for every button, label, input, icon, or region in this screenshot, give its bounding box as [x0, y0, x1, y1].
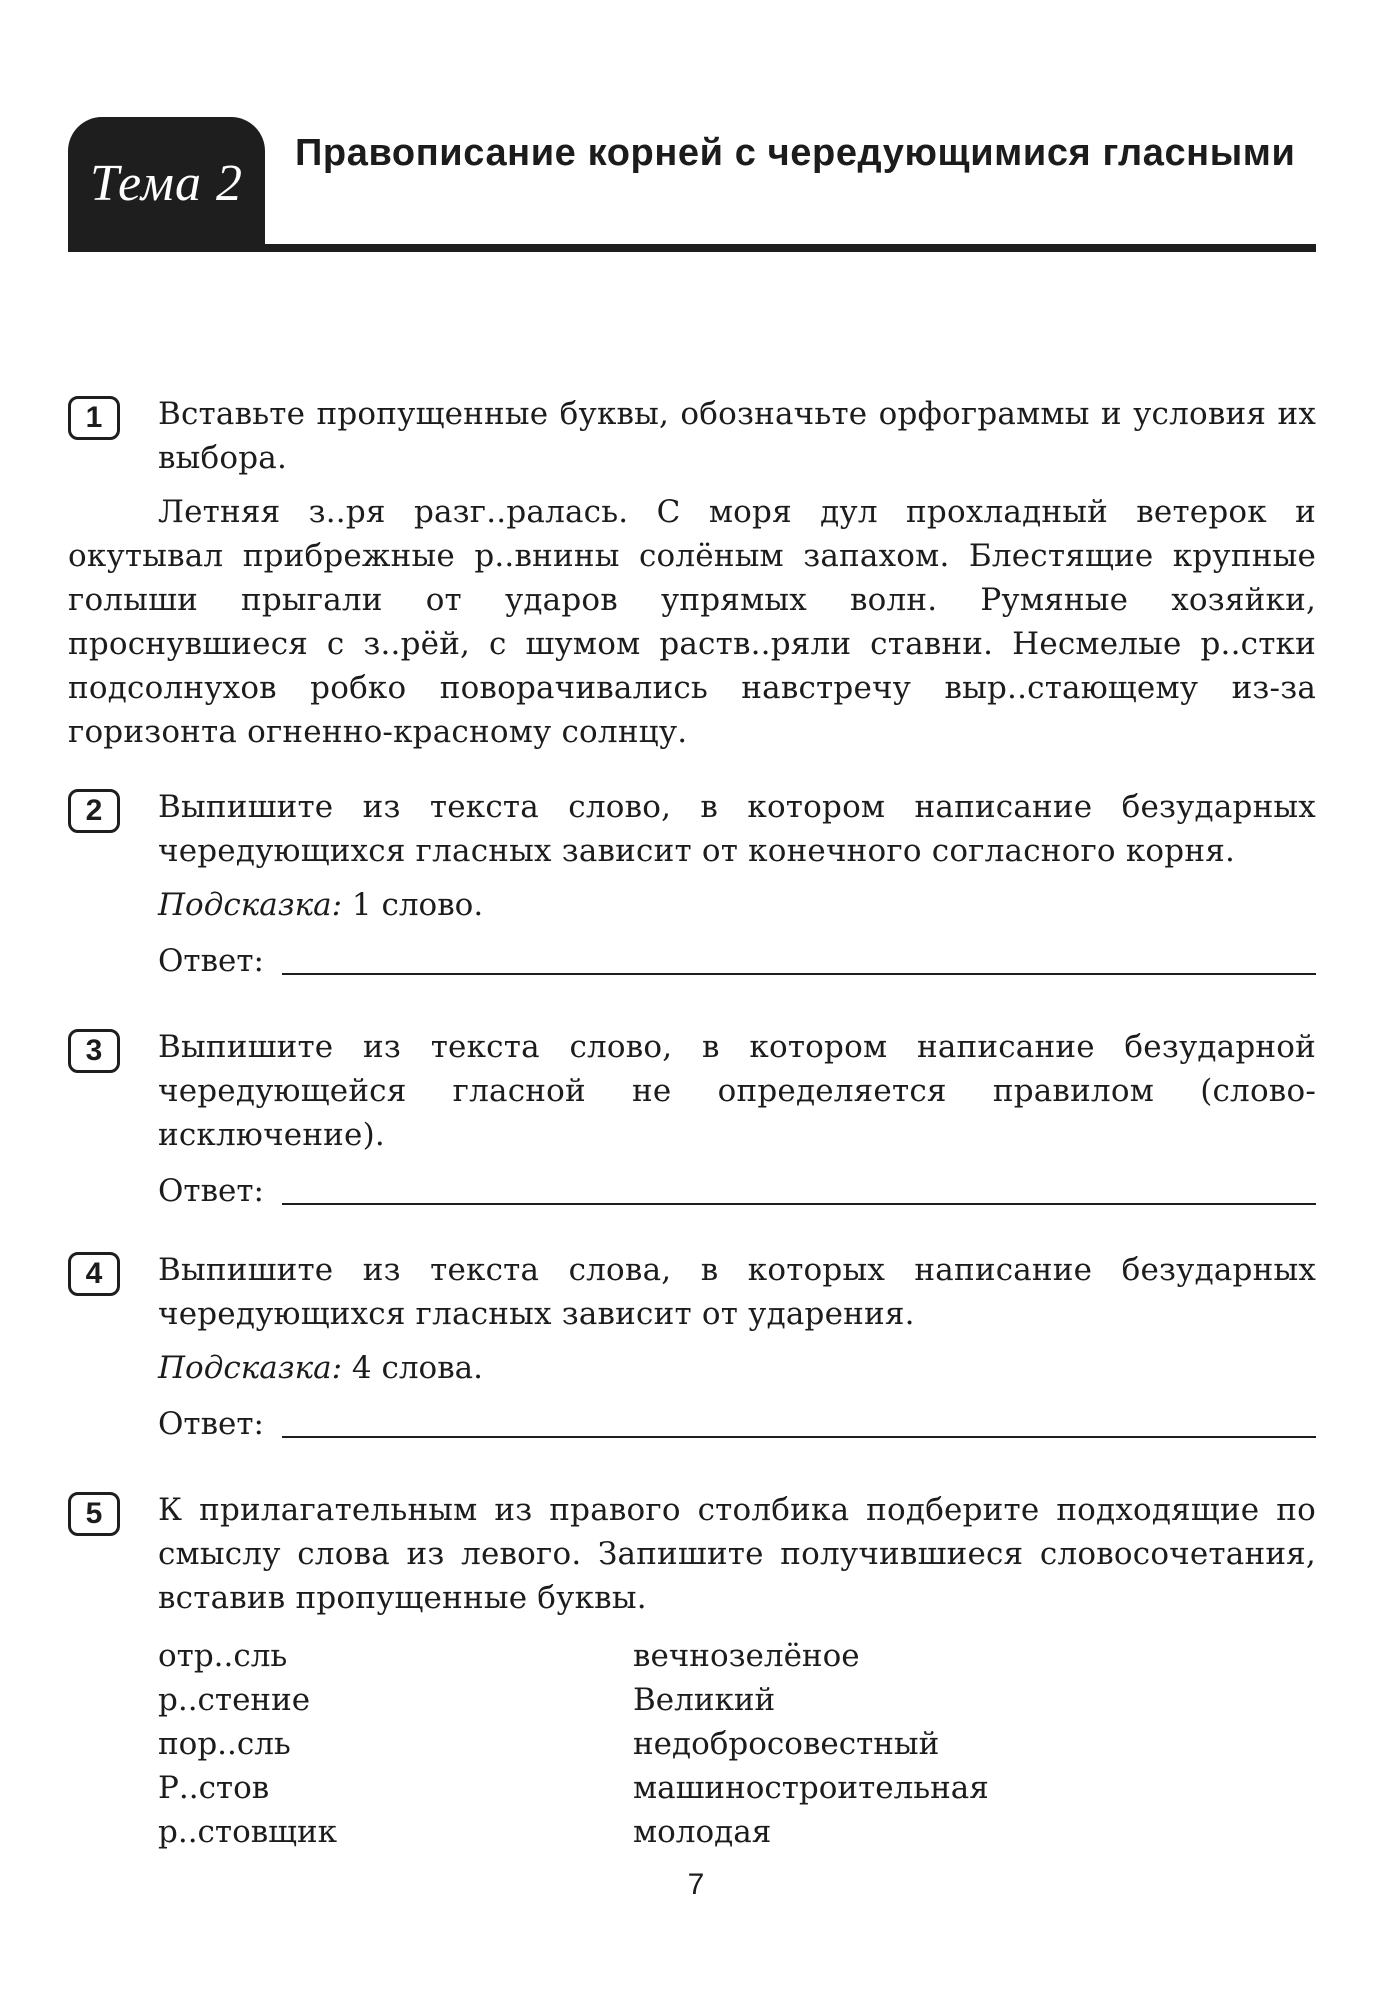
- right-word: вечнозелёное: [633, 1638, 860, 1674]
- word-columns: [158, 1634, 1316, 1854]
- hint-label: Подсказка:: [158, 887, 343, 923]
- task-1: [68, 392, 1316, 754]
- right-word: машиностроительная: [633, 1770, 989, 1806]
- task-3: [68, 1025, 1316, 1213]
- left-word: пор..сль: [158, 1726, 291, 1762]
- task-number-box: 3: [68, 1029, 120, 1073]
- task-number-box: 2: [68, 789, 120, 833]
- topic-tab: [68, 117, 265, 249]
- answer-label: Ответ:: [158, 1406, 264, 1442]
- right-column: [633, 1634, 1316, 1854]
- topic-label: Тема 2: [89, 154, 243, 212]
- answer-line[interactable]: [282, 1435, 1316, 1438]
- left-word: Р..стов: [158, 1770, 270, 1806]
- answer-line[interactable]: [282, 1202, 1316, 1205]
- left-word: р..стовщик: [158, 1814, 338, 1850]
- task-number-box: 4: [68, 1252, 120, 1296]
- left-word: р..стение: [158, 1682, 311, 1718]
- answer-line[interactable]: [282, 972, 1316, 975]
- left-word: отр..сль: [158, 1638, 288, 1674]
- header-divider: [68, 244, 1316, 252]
- task-instruction: Выпишите из текста слова, в которых написание безударных чередующихся гласных зависит от ударения.: [158, 1252, 1316, 1332]
- page-number: 7: [687, 1868, 705, 1901]
- right-word: недобросовестный: [633, 1726, 940, 1762]
- topic-title: Правописание корней с чередующимися гласными: [295, 132, 1296, 174]
- task-instruction: Выпишите из текста слово, в котором написание безударной чередующейся гласной не определяется правилом (слово-исключение).: [158, 1029, 1316, 1153]
- task-hint: [158, 1346, 1316, 1390]
- task-instruction: К прилагательным из правого столбика подберите подходящие по смыслу слова из левого. Запишите получившиеся словосочетания, вставив пропущенные буквы.: [158, 1492, 1316, 1616]
- right-word: молодая: [633, 1814, 772, 1850]
- hint-value: 1 слово.: [351, 887, 484, 923]
- task-instruction: Вставьте пропущенные буквы, обозначьте орфограммы и условия их выбора.: [158, 396, 1316, 476]
- task-4: [68, 1248, 1316, 1446]
- answer-row: [158, 1402, 1316, 1446]
- answer-label: Ответ:: [158, 1173, 264, 1209]
- task-number-box: 5: [68, 1492, 120, 1536]
- task-2: [68, 785, 1316, 983]
- hint-value: 4 слова.: [351, 1350, 484, 1386]
- hint-label: Подсказка:: [158, 1350, 343, 1386]
- left-column: [158, 1634, 633, 1854]
- answer-label: Ответ:: [158, 943, 264, 979]
- right-word: Великий: [633, 1682, 776, 1718]
- task-instruction: Выпишите из текста слово, в котором написание безударных чередующихся гласных зависит от конечного согласного корня.: [158, 789, 1316, 869]
- answer-row: [158, 939, 1316, 983]
- task-hint: [158, 883, 1316, 927]
- task-5: [68, 1488, 1316, 1854]
- answer-row: [158, 1169, 1316, 1213]
- task-text: Летняя з..ря разг..ралась. С моря дул прохладный ветерок и окутывал прибрежные р..внины солёным запахом. Блестящие крупные голыши прыгали от ударов упрямых волн. Румяные хозяйки, проснувшиеся с з..рёй, с шумом раств..ряли ставни. Несмелые р..стки подсолнухов робко поворачивались навстречу выр..стающему из-за горизонта огненно-красному солнцу.: [68, 494, 1316, 750]
- task-number-box: 1: [68, 396, 120, 440]
